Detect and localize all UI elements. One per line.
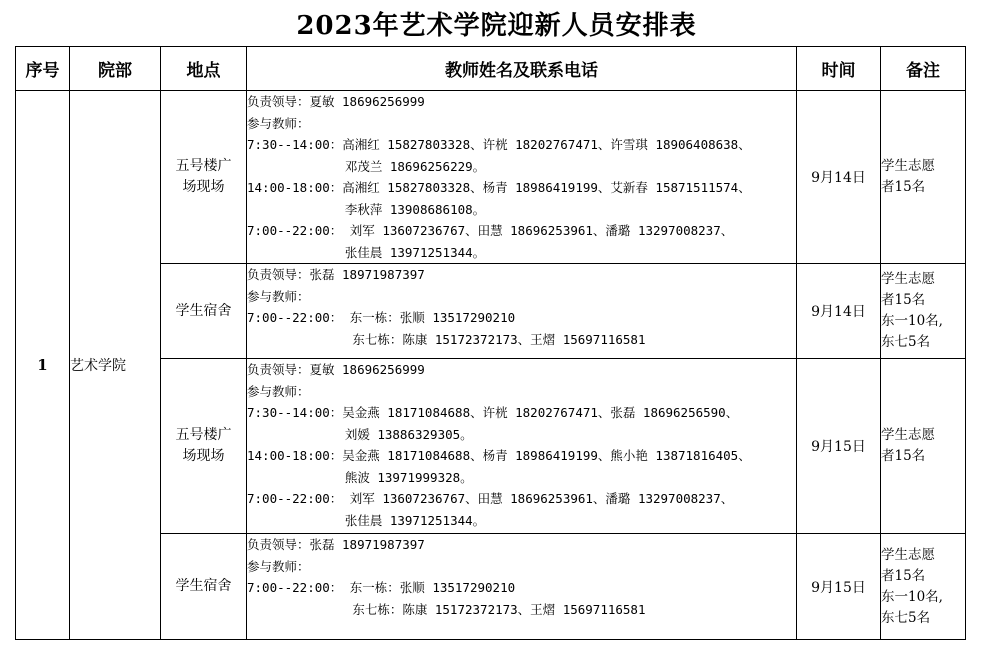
note-line: 东一10名, [881,313,943,329]
teachers-cell [247,534,797,640]
note-cell [881,264,966,359]
note-line: 东七5名 [881,334,931,350]
col-header-time: 时间 [797,47,881,91]
location-cell [161,91,247,264]
page-title: 2023年艺术学院迎新人员安排表 [296,11,697,41]
location-line: 学生宿舍 [175,302,232,319]
note-cell [881,359,966,534]
teacher-line: 7:30--14:00：高湘红 15827803328、许桄 18202767471、许雪琪 18906408638、 [247,137,751,152]
location-line: 场现场 [182,179,225,195]
note-cell [881,534,966,640]
col-header-index: 序号 [16,47,70,91]
location-line: 五号楼广 [175,427,232,443]
teacher-line: 刘媛 13886329305。 [247,426,473,442]
header-row [16,47,966,91]
location-line: 场现场 [182,448,225,464]
location-cell [161,359,247,534]
teacher-line: 7:00--22:00： 东一栋：张顺 13517290210 [247,310,516,325]
col-header-teachers: 教师姓名及联系电话 [247,47,797,91]
col-header-location: 地点 [161,47,247,91]
teacher-line: 7:00--22:00： 东一栋：张顺 13517290210 [247,580,516,595]
note-line: 者15名 [881,179,926,195]
teacher-line: 负责领导：夏敏 18696256999 [247,94,425,109]
note-line: 东一10名, [881,588,943,605]
teacher-line: 负责领导：张磊 18971987397 [247,537,425,552]
note-line: 者15名 [881,448,926,464]
teacher-line: 负责领导：夏敏 18696256999 [247,362,425,377]
teacher-line: 张佳晨 13971251344。 [247,244,486,260]
teacher-line: 熊波 13971999328。 [247,469,473,485]
teacher-line: 参与教师： [247,383,310,399]
teacher-line: 负责领导：张磊 18971987397 [247,267,425,282]
location-line: 学生宿舍 [175,578,232,594]
col-header-note: 备注 [881,47,966,91]
teacher-line: 7:00--22:00： 刘军 13607236767、田慧 18696253961、潘璐 13297008237、 [247,491,734,506]
teacher-line: 东七栋：陈康 15172372173、王熠 15697116581 [247,331,646,347]
note-cell [881,91,966,264]
teacher-line: 参与教师： [247,288,310,304]
teacher-line: 14:00-18:00：高湘红 15827803328、杨青 18986419199、艾新春 15871511574、 [247,180,751,195]
teacher-line: 参与教师： [247,115,310,131]
teachers-cell [247,359,797,534]
teachers-cell [247,91,797,264]
time-cell: 9月14日 [797,91,881,264]
index-cell: 1 [16,91,70,640]
col-header-dept: 院部 [70,47,161,91]
note-line: 者15名 [881,292,926,308]
teacher-line: 邓茂兰 18696256229。 [247,158,486,174]
dept-cell: 艺术学院 [70,91,161,640]
teacher-line: 李秋萍 13908686108。 [247,201,486,217]
teacher-line: 7:30--14:00：吴金燕 18171084688、许桄 18202767471、张磊 18696256590、 [247,405,739,420]
teacher-line: 7:00--22:00： 刘军 13607236767、田慧 18696253961、潘璐 13297008237、 [247,223,734,238]
note-line: 学生志愿 [881,271,935,287]
note-line: 东七5名 [881,609,931,626]
schedule-table [15,46,966,640]
time-cell: 9月15日 [797,359,881,534]
note-line: 者15名 [881,567,926,584]
table-row [16,91,966,264]
location-cell [161,534,247,640]
location-cell [161,264,247,359]
note-line: 学生志愿 [881,427,935,443]
teachers-cell [247,264,797,359]
location-line: 五号楼广 [175,158,232,174]
note-line: 学生志愿 [881,158,935,174]
teacher-line: 东七栋：陈康 15172372173、王熠 15697116581 [247,601,646,617]
teacher-line: 张佳晨 13971251344。 [247,512,486,528]
time-cell: 9月14日 [797,264,881,359]
teacher-line: 参与教师： [247,558,310,574]
time-cell: 9月15日 [797,534,881,640]
teacher-line: 14:00-18:00：吴金燕 18171084688、杨青 18986419199、熊小艳 13871816405、 [247,448,751,463]
note-line: 学生志愿 [881,546,935,563]
